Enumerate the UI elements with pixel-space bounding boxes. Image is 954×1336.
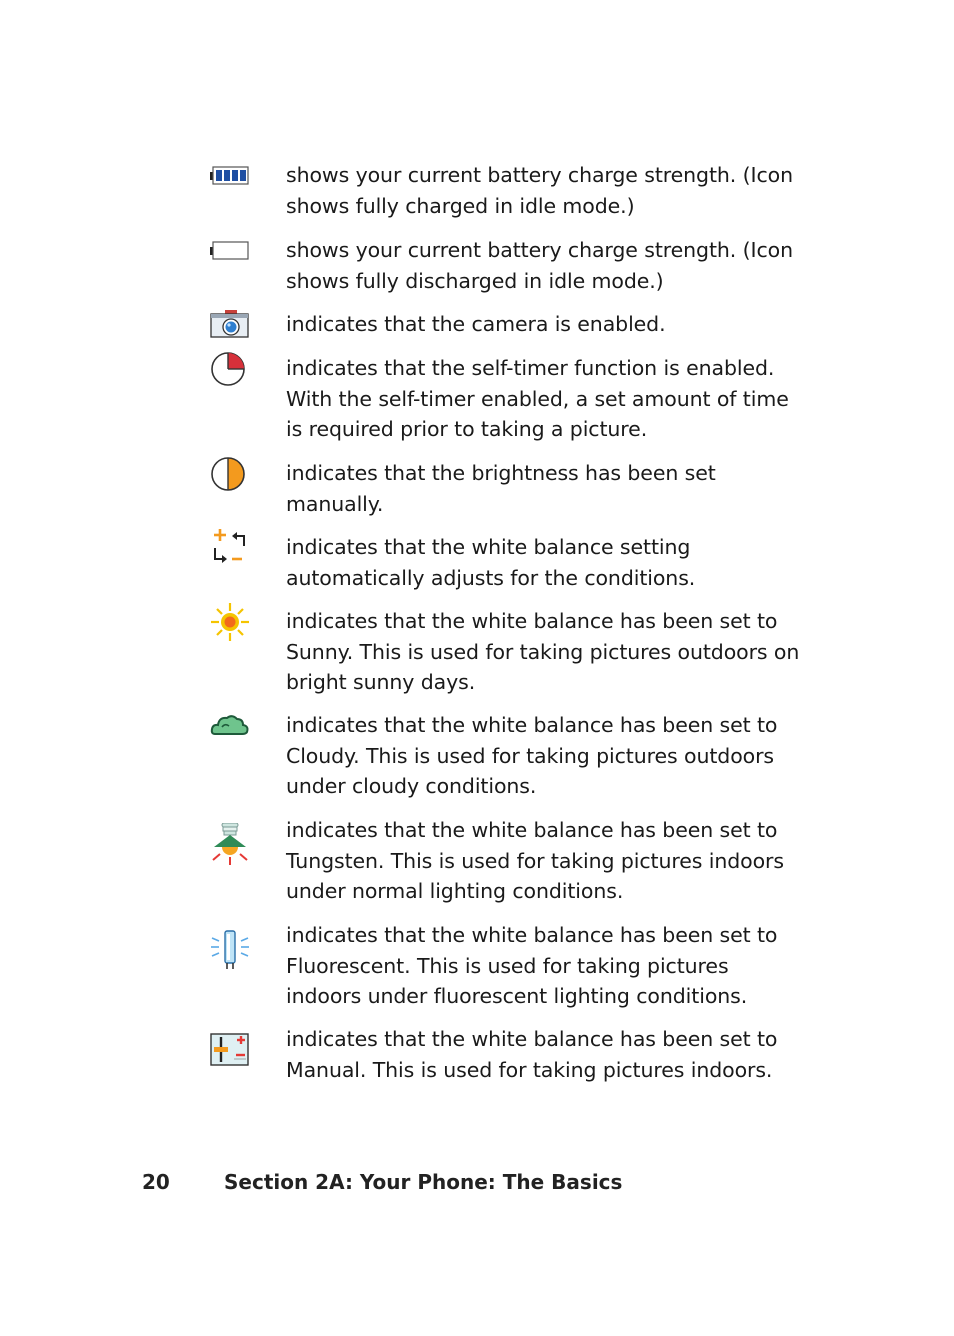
section-title: Section 2A: Your Phone: The Basics — [224, 1170, 623, 1194]
white-balance-auto-icon — [210, 528, 252, 564]
sunny-icon — [210, 603, 252, 639]
manual-white-balance-icon — [210, 1033, 252, 1069]
entry-description: indicates that the camera is enabled. — [286, 312, 666, 336]
page-footer — [0, 1170, 954, 1200]
entry-description: indicates that the self-timer function is enabled. With the self-timer enabled, a set amount of time is required prior to taking a picture. — [286, 356, 789, 442]
entry-description: indicates that the white balance has been set to Fluorescent. This is used for taking pictures indoors under fluorescent lighting conditions. — [286, 923, 778, 1009]
battery-full-icon — [210, 166, 252, 202]
entry-description: indicates that the white balance has been set to Manual. This is used for taking pictures indoors. — [286, 1027, 778, 1082]
cloudy-icon — [210, 712, 252, 748]
entry-description: shows your current battery charge strength. (Icon shows fully discharged in idle mode.) — [286, 238, 793, 293]
camera-icon — [210, 309, 252, 345]
fluorescent-icon — [210, 930, 252, 970]
entry-description: indicates that the white balance has been set to Tungsten. This is used for taking pictures indoors under normal lighting conditions. — [286, 818, 784, 904]
entry-description: indicates that the white balance setting automatically adjusts for the conditions. — [286, 535, 696, 590]
entry-description: shows your current battery charge strength. (Icon shows fully charged in idle mode.) — [286, 163, 793, 218]
entry-description: indicates that the white balance has been set to Sunny. This is used for taking pictures outdoors on bright sunny days. — [286, 609, 800, 695]
tungsten-icon — [210, 823, 252, 867]
brightness-icon — [210, 457, 252, 493]
entry-description: indicates that the brightness has been set manually. — [286, 461, 716, 516]
page-number: 20 — [142, 1170, 170, 1194]
entry-description: indicates that the white balance has been set to Cloudy. This is used for taking pictures outdoors under cloudy conditions. — [286, 713, 778, 799]
self-timer-icon — [210, 352, 252, 388]
battery-empty-icon — [210, 241, 252, 277]
